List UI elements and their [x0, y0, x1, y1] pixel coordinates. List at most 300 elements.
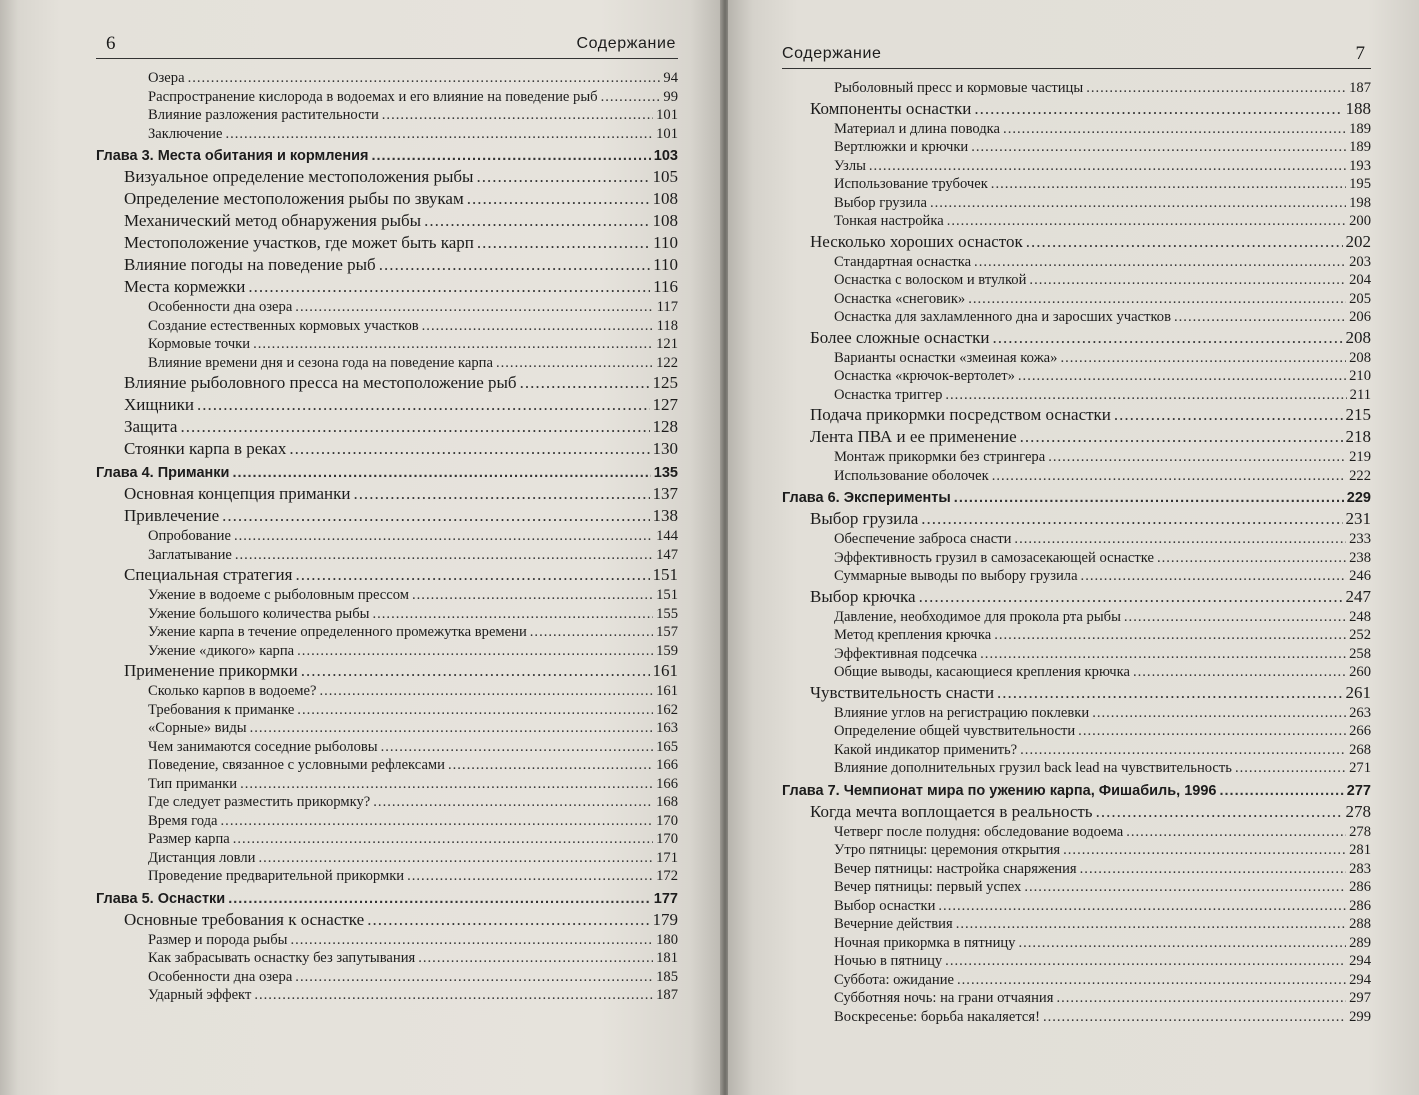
- toc-subsection-entry: [834, 549, 1371, 568]
- dot-leader: [921, 508, 1342, 530]
- dot-leader: [289, 438, 649, 460]
- dot-leader: [382, 106, 653, 125]
- toc-entry-page: 163: [656, 720, 678, 736]
- toc-entry-page: 208: [1349, 349, 1371, 366]
- toc-subsection-entry: [148, 317, 678, 336]
- toc-subsection-entry: [834, 308, 1371, 327]
- toc-section-entry: [810, 586, 1371, 608]
- toc-entry-title: Глава 3. Места обитания и кормления: [96, 148, 369, 164]
- table-of-contents-left: [96, 69, 678, 1005]
- toc-entry-page: 238: [1349, 549, 1371, 566]
- dot-leader: [1157, 549, 1346, 568]
- toc-entry-title: Выбор крючка: [810, 586, 916, 606]
- dot-leader: [295, 298, 653, 317]
- toc-entry-title: Размер карпа: [148, 831, 230, 847]
- toc-entry-title: Влияние дополнительных грузил back lead на чувствительность: [834, 760, 1232, 776]
- toc-subsection-entry: [834, 120, 1371, 139]
- dot-leader: [1092, 704, 1346, 723]
- toc-section-entry: [124, 438, 678, 460]
- toc-entry-page: 172: [656, 868, 678, 884]
- left-page-header: [96, 30, 678, 59]
- toc-entry-page: 203: [1349, 253, 1371, 270]
- toc-subsection-entry: [148, 642, 678, 661]
- toc-subsection-entry: [834, 823, 1371, 842]
- toc-entry-page: 215: [1345, 405, 1371, 424]
- toc-entry-page: 266: [1349, 723, 1371, 739]
- toc-section-entry: [124, 564, 678, 586]
- toc-entry-page: 155: [656, 605, 678, 622]
- dot-leader: [379, 254, 650, 276]
- toc-subsection-entry: [834, 349, 1371, 368]
- toc-entry-title: Использование оболочек: [834, 467, 989, 484]
- toc-subsection-entry: [148, 623, 678, 642]
- toc-chapter-entry: [96, 460, 678, 483]
- dot-leader: [1020, 741, 1346, 760]
- toc-entry-title: Ужение «дикого» карпа: [148, 642, 295, 659]
- toc-entry-page: 288: [1349, 916, 1371, 932]
- toc-entry-title: Специальная стратегия: [124, 565, 293, 584]
- toc-subsection-entry: [834, 608, 1371, 627]
- dot-leader: [1078, 722, 1346, 741]
- toc-subsection-entry: [148, 986, 678, 1005]
- toc-entry-page: 170: [656, 831, 678, 847]
- dot-leader: [869, 157, 1346, 176]
- right-page-header: [782, 40, 1371, 69]
- toc-entry-title: Кормовые точки: [148, 336, 251, 352]
- toc-subsection-entry: [834, 860, 1371, 879]
- toc-entry-page: 278: [1345, 801, 1371, 821]
- toc-entry-page: 286: [1349, 879, 1371, 895]
- toc-subsection-entry: [834, 1008, 1371, 1027]
- toc-entry-page: 246: [1349, 568, 1371, 584]
- toc-entry-title: Эффективность грузил в самозасекающей оснастке: [834, 549, 1154, 566]
- toc-subsection-entry: [834, 175, 1371, 194]
- toc-subsection-entry: [834, 271, 1371, 290]
- toc-entry-page: 180: [656, 931, 678, 948]
- toc-entry-title: Влияние разложения растительности: [148, 107, 379, 123]
- dot-leader: [367, 909, 649, 931]
- toc-entry-page: 277: [1346, 782, 1371, 799]
- toc-entry-title: Вечер пятницы: настройка снаряжения: [834, 860, 1077, 877]
- toc-entry-page: 206: [1349, 309, 1371, 325]
- dot-leader: [945, 386, 1346, 405]
- toc-chapter-entry: [782, 485, 1371, 508]
- toc-subsection-entry: [834, 704, 1371, 723]
- dot-leader: [1081, 567, 1347, 586]
- toc-section-entry: [124, 276, 678, 298]
- toc-subsection-entry: [148, 298, 678, 317]
- toc-entry-title: Сколько карпов в водоеме?: [148, 683, 317, 699]
- toc-subsection-entry: [148, 88, 678, 107]
- dot-leader: [974, 253, 1346, 272]
- toc-subsection-entry: [834, 989, 1371, 1008]
- toc-section-entry: [124, 254, 678, 276]
- toc-entry-title: Размер и порода рыбы: [148, 931, 288, 948]
- toc-subsection-entry: [834, 897, 1371, 916]
- toc-entry-page: 252: [1349, 627, 1371, 643]
- toc-entry-page: 116: [653, 277, 678, 296]
- dot-leader: [947, 212, 1346, 231]
- toc-entry-title: Метод крепления крючка: [834, 627, 992, 643]
- toc-entry-page: 137: [652, 484, 678, 503]
- toc-entry-page: 283: [1349, 860, 1371, 877]
- toc-subsection-entry: [148, 719, 678, 738]
- toc-entry-page: 294: [1349, 971, 1371, 988]
- dot-leader: [254, 986, 653, 1005]
- toc-entry-page: 281: [1349, 842, 1371, 858]
- toc-subsection-entry: [148, 682, 678, 701]
- toc-subsection-entry: [834, 567, 1371, 586]
- toc-subsection-entry: [834, 138, 1371, 157]
- toc-entry-page: 268: [1349, 741, 1371, 758]
- toc-entry-title: Оснастка триггер: [834, 386, 943, 403]
- dot-leader: [412, 586, 653, 605]
- dot-leader: [1048, 448, 1346, 467]
- dot-leader: [354, 483, 650, 505]
- running-head: Содержание: [576, 35, 676, 52]
- dot-leader: [530, 623, 653, 642]
- toc-entry-title: Давление, необходимое для прокола рта рыбы: [834, 608, 1121, 625]
- toc-subsection-entry: [834, 626, 1371, 645]
- dot-leader: [424, 210, 649, 232]
- toc-entry-page: 263: [1349, 704, 1371, 721]
- dot-leader: [956, 915, 1346, 934]
- toc-entry-title: Определение общей чувствительности: [834, 723, 1076, 739]
- dot-leader: [1124, 608, 1346, 627]
- dot-leader: [221, 812, 654, 831]
- toc-entry-page: 161: [656, 683, 678, 699]
- toc-entry-title: Обеспечение заброса снасти: [834, 531, 1012, 547]
- toc-entry-title: Особенности дна озера: [148, 299, 293, 315]
- dot-leader: [974, 98, 1342, 120]
- dot-leader: [1096, 801, 1343, 823]
- toc-entry-page: 193: [1349, 157, 1371, 174]
- toc-subsection-entry: [148, 849, 678, 868]
- toc-entry-title: Опробование: [148, 528, 231, 544]
- toc-subsection-entry: [834, 253, 1371, 272]
- toc-entry-title: Лента ПВА и ее применение: [810, 427, 1017, 446]
- toc-entry-page: 185: [656, 968, 678, 985]
- page-number: 6: [106, 33, 116, 54]
- toc-subsection-entry: [834, 878, 1371, 897]
- toc-entry-title: Визуальное определение местоположения рыбы: [124, 167, 474, 186]
- dot-leader: [290, 931, 653, 950]
- toc-entry-title: Влияние рыболовного пресса на местоположение рыб: [124, 373, 517, 392]
- toc-entry-title: Ночью в пятницу: [834, 953, 943, 969]
- dot-leader: [373, 793, 653, 812]
- toc-entry-title: Ночная прикормка в пятницу: [834, 934, 1016, 951]
- dot-leader: [222, 505, 649, 527]
- toc-subsection-entry: [834, 530, 1371, 549]
- toc-subsection-entry: [148, 586, 678, 605]
- toc-entry-title: Глава 5. Оснастки: [96, 890, 226, 907]
- toc-entry-page: 261: [1345, 682, 1371, 702]
- toc-entry-page: 166: [656, 757, 678, 773]
- toc-entry-page: 138: [652, 506, 678, 525]
- toc-entry-title: Глава 6. Эксперименты: [782, 490, 951, 506]
- dot-leader: [1024, 878, 1346, 897]
- toc-entry-title: Тип приманки: [148, 775, 238, 792]
- toc-section-entry: [124, 909, 678, 931]
- toc-subsection-entry: [834, 157, 1371, 176]
- toc-entry-page: 177: [653, 890, 678, 907]
- toc-entry-title: Несколько хороших оснасток: [810, 231, 1023, 251]
- dot-leader: [180, 416, 649, 438]
- toc-subsection-entry: [834, 79, 1371, 98]
- toc-entry-title: Монтаж прикормки без стрингера: [834, 449, 1046, 465]
- toc-subsection-entry: [834, 212, 1371, 231]
- running-head: Содержание: [782, 45, 882, 62]
- toc-entry-page: 278: [1349, 823, 1371, 840]
- dot-leader: [258, 849, 653, 868]
- toc-subsection-entry: [834, 952, 1371, 971]
- dot-leader: [1063, 841, 1346, 860]
- toc-section-entry: [124, 416, 678, 438]
- toc-entry-title: Чувствительность снасти: [810, 682, 995, 702]
- toc-subsection-entry: [834, 663, 1371, 682]
- toc-entry-title: Заключение: [148, 125, 223, 142]
- toc-entry-page: 108: [652, 189, 678, 208]
- toc-subsection-entry: [148, 775, 678, 794]
- toc-entry-title: Влияние погоды на поведение рыб: [124, 255, 376, 274]
- right-page: [728, 0, 1419, 1095]
- toc-entry-title: Глава 7. Чемпионат мира по ужению карпа, Фишабиль, 1996: [782, 782, 1217, 799]
- toc-entry-title: Создание естественных кормовых участков: [148, 317, 419, 334]
- toc-entry-title: Суммарные выводы по выбору грузила: [834, 568, 1078, 584]
- toc-subsection-entry: [834, 722, 1371, 741]
- toc-entry-title: Утро пятницы: церемония открытия: [834, 842, 1061, 858]
- toc-entry-title: Дистанция ловли: [148, 849, 256, 866]
- toc-subsection-entry: [834, 741, 1371, 760]
- toc-entry-page: 187: [1349, 80, 1371, 96]
- dot-leader: [1043, 1008, 1346, 1027]
- toc-entry-title: Стандартная оснастка: [834, 253, 972, 270]
- toc-section-entry: [810, 682, 1371, 704]
- dot-leader: [197, 394, 649, 416]
- toc-entry-page: 110: [653, 255, 678, 274]
- toc-entry-title: Вертлюжки и крючки: [834, 139, 969, 155]
- dot-leader: [319, 682, 653, 701]
- toc-section-entry: [810, 404, 1371, 426]
- toc-entry-page: 144: [656, 528, 678, 544]
- toc-subsection-entry: [834, 971, 1371, 990]
- toc-entry-page: 151: [652, 565, 678, 584]
- toc-entry-title: Более сложные оснастки: [810, 327, 990, 347]
- toc-chapter-entry: [96, 886, 678, 909]
- toc-subsection-entry: [148, 335, 678, 354]
- toc-subsection-entry: [834, 934, 1371, 953]
- toc-entry-title: Механический метод обнаружения рыбы: [124, 211, 422, 230]
- toc-entry-page: 127: [652, 395, 678, 414]
- toc-entry-page: 128: [652, 417, 678, 436]
- dot-leader: [235, 546, 653, 565]
- dot-leader: [448, 756, 653, 775]
- toc-subsection-entry: [148, 931, 678, 950]
- toc-entry-title: Узлы: [834, 157, 866, 174]
- dot-leader: [253, 335, 653, 354]
- dot-leader: [930, 194, 1346, 213]
- dot-leader: [250, 719, 654, 738]
- toc-entry-page: 294: [1349, 953, 1371, 969]
- toc-subsection-entry: [834, 841, 1371, 860]
- toc-subsection-entry: [148, 106, 678, 125]
- dot-leader: [1080, 860, 1346, 879]
- dot-leader: [971, 138, 1346, 157]
- toc-entry-title: Выбор грузила: [810, 509, 919, 528]
- toc-subsection-entry: [834, 645, 1371, 664]
- toc-entry-title: Материал и длина поводка: [834, 120, 1001, 137]
- toc-entry-title: Подача прикормки посредством оснастки: [810, 405, 1111, 424]
- toc-entry-title: Чем занимаются соседние рыболовы: [148, 738, 378, 755]
- toc-entry-title: Оснастка «снеговик»: [834, 290, 966, 307]
- toc-section-entry: [124, 660, 678, 682]
- toc-entry-title: Оснастка «крючок-вертолет»: [834, 368, 1015, 384]
- toc-section-entry: [810, 327, 1371, 349]
- toc-entry-page: 258: [1349, 645, 1371, 662]
- dot-leader: [1014, 530, 1346, 549]
- toc-subsection-entry: [148, 756, 678, 775]
- toc-entry-page: 159: [656, 642, 678, 659]
- toc-entry-page: 210: [1349, 368, 1371, 384]
- toc-subsection-entry: [834, 194, 1371, 213]
- toc-entry-title: Эффективная подсечка: [834, 645, 978, 662]
- toc-subsection-entry: [834, 290, 1371, 309]
- toc-section-entry: [810, 231, 1371, 253]
- dot-leader: [938, 897, 1346, 916]
- dot-leader: [997, 682, 1342, 704]
- toc-entry-title: Оснастка для захламленного дна и заросших участков: [834, 309, 1171, 325]
- toc-subsection-entry: [148, 527, 678, 546]
- toc-entry-title: Оснастка с волоском и втулкой: [834, 272, 1027, 288]
- toc-subsection-entry: [834, 386, 1371, 405]
- dot-leader: [1060, 349, 1346, 368]
- dot-leader: [422, 317, 654, 336]
- toc-entry-page: 157: [656, 624, 678, 640]
- toc-entry-title: Вечер пятницы: первый успех: [834, 879, 1022, 895]
- toc-entry-page: 170: [656, 812, 678, 829]
- toc-subsection-entry: [148, 738, 678, 757]
- toc-entry-title: «Сорные» виды: [148, 720, 247, 736]
- toc-section-entry: [810, 426, 1371, 448]
- toc-entry-title: Основные требования к оснастке: [124, 909, 365, 929]
- toc-entry-page: 229: [1346, 490, 1371, 506]
- toc-entry-page: 168: [656, 794, 678, 810]
- toc-entry-title: Поведение, связанное с условными рефлексами: [148, 757, 445, 773]
- toc-entry-title: Влияние углов на регистрацию поклевки: [834, 704, 1090, 721]
- toc-entry-title: Рыболовный пресс и кормовые частицы: [834, 80, 1084, 96]
- toc-entry-page: 117: [656, 299, 678, 315]
- toc-entry-page: 200: [1349, 213, 1371, 229]
- toc-subsection-entry: [148, 605, 678, 624]
- toc-entry-title: Ужение карпа в течение определенного промежутка времени: [148, 624, 527, 640]
- toc-entry-page: 195: [1349, 176, 1371, 192]
- dot-leader: [225, 125, 653, 144]
- toc-entry-title: Заглатывание: [148, 546, 232, 563]
- toc-entry-page: 101: [656, 107, 678, 123]
- toc-entry-title: Четверг после полудня: обследование водоема: [834, 823, 1124, 840]
- dot-leader: [1114, 404, 1343, 426]
- toc-entry-page: 289: [1349, 934, 1371, 951]
- dot-leader: [301, 660, 650, 682]
- dot-leader: [994, 626, 1346, 645]
- toc-entry-page: 122: [656, 354, 678, 371]
- toc-section-entry: [124, 210, 678, 232]
- toc-entry-page: 147: [656, 546, 678, 563]
- dot-leader: [992, 467, 1346, 486]
- dot-leader: [234, 527, 653, 546]
- toc-entry-title: Выбор оснастки: [834, 897, 936, 914]
- toc-entry-page: 286: [1349, 897, 1371, 914]
- toc-section-entry: [124, 483, 678, 505]
- dot-leader: [1126, 823, 1346, 842]
- toc-entry-title: Основная концепция приманки: [124, 484, 351, 503]
- toc-entry-page: 189: [1349, 139, 1371, 155]
- toc-entry-page: 188: [1345, 98, 1371, 118]
- toc-subsection-entry: [148, 867, 678, 886]
- toc-entry-page: 121: [656, 336, 678, 352]
- toc-entry-page: 208: [1345, 327, 1371, 347]
- toc-entry-page: 161: [652, 661, 678, 680]
- toc-subsection-entry: [834, 448, 1371, 467]
- dot-leader: [496, 354, 653, 373]
- toc-entry-page: 205: [1349, 290, 1371, 307]
- toc-entry-page: 118: [656, 317, 678, 334]
- toc-section-entry: [124, 505, 678, 527]
- toc-entry-page: 233: [1349, 531, 1371, 547]
- toc-entry-page: 179: [652, 909, 678, 929]
- dot-leader: [1086, 79, 1346, 98]
- dot-leader: [372, 605, 653, 624]
- toc-entry-title: Суббота: ожидание: [834, 971, 954, 988]
- toc-entry-page: 211: [1349, 386, 1371, 403]
- toc-entry-title: Озера: [148, 70, 185, 86]
- toc-entry-page: 222: [1349, 467, 1371, 484]
- dot-leader: [295, 564, 649, 586]
- toc-subsection-entry: [148, 968, 678, 987]
- dot-leader: [407, 867, 653, 886]
- toc-entry-page: 299: [1349, 1008, 1371, 1025]
- toc-entry-page: 181: [656, 950, 678, 966]
- toc-entry-title: Ударный эффект: [148, 987, 252, 1003]
- toc-entry-title: Защита: [124, 417, 178, 436]
- dot-leader: [1235, 759, 1346, 778]
- dot-leader: [476, 166, 649, 188]
- toc-subsection-entry: [148, 546, 678, 565]
- toc-entry-page: 103: [653, 148, 678, 164]
- toc-entry-title: Субботняя ночь: на грани отчаяния: [834, 990, 1054, 1006]
- dot-leader: [1026, 231, 1343, 253]
- toc-subsection-entry: [148, 125, 678, 144]
- toc-entry-title: Хищники: [124, 395, 195, 414]
- toc-entry-page: 187: [656, 987, 678, 1003]
- dot-leader: [1133, 663, 1346, 682]
- toc-section-entry: [810, 98, 1371, 120]
- toc-subsection-entry: [834, 467, 1371, 486]
- toc-entry-title: Компоненты оснастки: [810, 98, 972, 118]
- toc-entry-page: 162: [656, 701, 678, 718]
- dot-leader: [968, 290, 1346, 309]
- toc-entry-page: 260: [1349, 664, 1371, 680]
- toc-entry-page: 171: [656, 849, 678, 866]
- dot-leader: [520, 372, 650, 394]
- toc-entry-page: 151: [656, 587, 678, 603]
- dot-leader: [477, 232, 650, 254]
- dot-leader: [1018, 367, 1346, 386]
- toc-entry-title: Варианты оснастки «змеиная кожа»: [834, 349, 1058, 366]
- toc-subsection-entry: [148, 830, 678, 849]
- toc-entry-page: 125: [652, 373, 678, 392]
- dot-leader: [418, 949, 653, 968]
